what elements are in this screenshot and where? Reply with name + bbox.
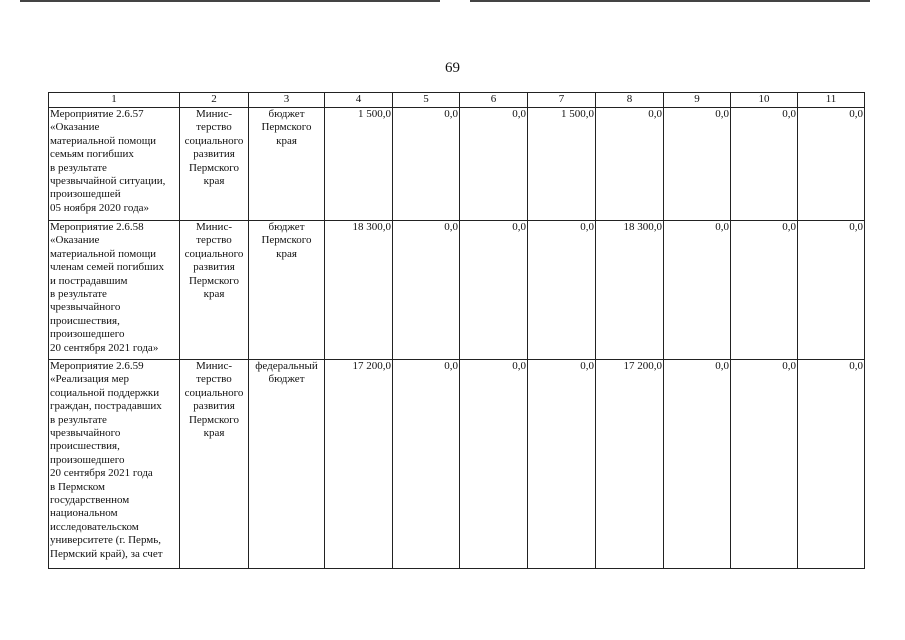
amount-cell: 0,0 [528,360,596,569]
measure-name-cell: Мероприятие 2.6.58 «Оказание материальной помощи членам семей погибших и пострадавшим в результате чрезвычайного происшествия, произошедшего 20 сентября 2021 года» [49,221,180,360]
column-number: 3 [249,93,325,108]
table-row [49,221,865,360]
funding-source-cell: бюджет Пермского края [249,221,325,360]
column-number: 8 [596,93,664,108]
amount-cell: 0,0 [664,108,731,221]
table-row [49,108,865,221]
scan-edge-line-left [20,0,440,2]
amount-cell: 0,0 [460,360,528,569]
amount-cell: 0,0 [393,360,460,569]
column-number: 2 [180,93,249,108]
amount-cell: 18 300,0 [325,221,393,360]
amount-cell: 1 500,0 [528,108,596,221]
funding-source-cell: бюджет Пермского края [249,108,325,221]
column-number: 6 [460,93,528,108]
column-number: 10 [731,93,798,108]
page-number: 69 [445,60,460,76]
executor-cell: Минис- терство социального развития Пермского края [180,360,249,569]
amount-cell: 0,0 [731,360,798,569]
table-row [49,360,865,569]
amount-cell: 0,0 [798,221,865,360]
amount-cell: 0,0 [664,360,731,569]
column-number: 1 [49,93,180,108]
amount-cell: 0,0 [798,360,865,569]
scan-edge-line-right [470,0,870,2]
funding-source-cell: федеральный бюджет [249,360,325,569]
amount-cell: 0,0 [731,108,798,221]
amount-cell: 0,0 [596,108,664,221]
executor-cell: Минис- терство социального развития Пермского края [180,221,249,360]
amount-cell: 1 500,0 [325,108,393,221]
measure-name-cell: Мероприятие 2.6.57 «Оказание материальной помощи семьям погибших в результате чрезвычайной ситуации, произошедшей 05 ноября 2020 года» [49,108,180,221]
column-number: 4 [325,93,393,108]
amount-cell: 18 300,0 [596,221,664,360]
amount-cell: 17 200,0 [596,360,664,569]
amount-cell: 0,0 [393,221,460,360]
executor-cell: Минис- терство социального развития Пермского края [180,108,249,221]
amount-cell: 0,0 [393,108,460,221]
column-number-row [49,93,865,108]
amount-cell: 17 200,0 [325,360,393,569]
amount-cell: 0,0 [798,108,865,221]
budget-table [48,92,865,569]
amount-cell: 0,0 [528,221,596,360]
column-number: 7 [528,93,596,108]
measure-name-cell: Мероприятие 2.6.59 «Реализация мер социальной поддержки граждан, пострадавших в результате чрезвычайного происшествия, произошедшего 20 сентября 2021 года в Пермском государственном национальном исследовательском университете (г. Пермь, Пермский край), за счет [49,360,180,569]
amount-cell: 0,0 [731,221,798,360]
amount-cell: 0,0 [460,108,528,221]
column-number: 11 [798,93,865,108]
column-number: 5 [393,93,460,108]
amount-cell: 0,0 [460,221,528,360]
column-number: 9 [664,93,731,108]
amount-cell: 0,0 [664,221,731,360]
